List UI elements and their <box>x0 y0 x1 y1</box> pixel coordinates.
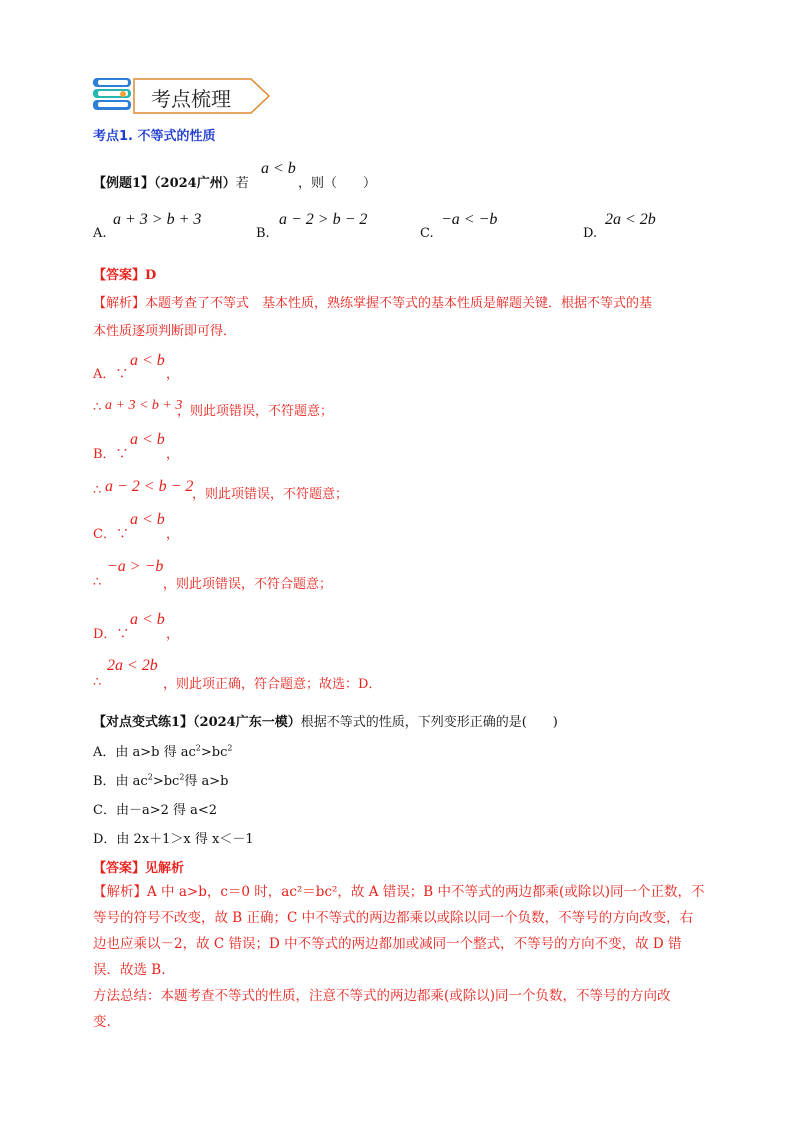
option-a-letter: A. <box>93 226 107 241</box>
practice1-option-a <box>93 741 232 760</box>
step-a-conclusion: ，则此项错误，不符题意； <box>177 404 334 419</box>
explanation-line: 【解析】A 中 a>b，c＝0 时，ac²＝bc²，故 A 错误；B 中不等式的两边都乘(或除以)同一个正数，不 <box>93 884 705 900</box>
step-c-given-expression: a < b <box>130 511 165 528</box>
page-title: 考点梳理 <box>151 87 231 111</box>
practice1-option-b <box>93 770 229 789</box>
step-b-given-tail: ， <box>166 447 180 462</box>
superscript-two: 2 <box>179 772 185 782</box>
option-a-expression: a + 3 > b + 3 <box>113 211 202 228</box>
example1-prompt-a: 若 <box>235 176 249 191</box>
example1-source: （2024广州） <box>154 176 236 191</box>
step-c-result-expression: −a > −b <box>107 558 164 575</box>
title-arrow-box <box>133 78 255 112</box>
practice1-answer: 【答案】见解析 <box>93 861 185 876</box>
practice1-question <box>93 711 558 730</box>
example1-question <box>93 172 249 191</box>
step-a-result-expression: a + 3 < b + 3 <box>105 398 183 413</box>
practice1-option-b-text: B．由 ac <box>93 774 148 789</box>
step-d-given-letter: D．∵ <box>93 627 130 642</box>
step-a-given-tail: ， <box>166 367 180 382</box>
practice1-option-a-text: A．由 a>b 得 ac <box>93 745 196 760</box>
practice1-option-a-text2: >bc <box>200 745 228 760</box>
example1-prompt-b: ，则（ ） <box>298 176 377 191</box>
explanation-line: 误．故选 B. <box>93 962 166 978</box>
step-d-result-expression: 2a < 2b <box>107 657 158 674</box>
superscript-two: 2 <box>227 743 233 753</box>
option-d-letter: D. <box>583 226 598 241</box>
step-a-given-letter: A．∵ <box>93 367 129 382</box>
explanation-line: 边也应乘以－2，故 C 错误；D 中不等式的两边都加或减同一个整式，不等号的方向不变，故 D 错 <box>93 936 682 952</box>
step-d-given-tail: ， <box>166 627 180 642</box>
example1-answer: 【答案】D <box>93 268 157 283</box>
step-b-conclusion: ，则此项错误，不符题意； <box>192 487 349 502</box>
step-b-given-expression: a < b <box>130 431 165 448</box>
step-c-therefore: ∴ <box>93 575 102 590</box>
step-a-given-expression: a < b <box>130 352 165 369</box>
practice1-option-d: D．由 2x＋1＞x 得 x＜－1 <box>93 832 254 847</box>
superscript-two: 2 <box>195 743 201 753</box>
books-icon <box>92 76 134 112</box>
explanation-line: 变. <box>93 1014 111 1030</box>
option-b-expression: a − 2 > b − 2 <box>279 211 368 228</box>
practice1-option-b-text3: 得 a>b <box>184 774 229 789</box>
practice1-prompt: 根据不等式的性质，下列变形正确的是( ) <box>300 715 558 730</box>
step-b-therefore: ∴ <box>93 483 102 498</box>
explanation-line: 等号的符号不改变，故 B 正确；C 中不等式的两边都乘以或除以同一个负数，不等号的方向改变，右 <box>93 910 694 926</box>
step-d-given-expression: a < b <box>130 611 165 628</box>
practice1-explanation <box>93 879 733 1035</box>
practice1-tag: 【对点变式练1】 <box>93 715 194 730</box>
example1-analysis-line2: 本性质逐项判断即可得． <box>93 324 237 339</box>
option-d-expression: 2a < 2b <box>605 211 656 228</box>
example1-analysis-line1: 【解析】本题考查了不等式 基本性质，熟练掌握不等式的基本性质是解题关键．根据不等式的基 <box>93 296 653 311</box>
explanation-line: 方法总结：本题考查不等式的性质，注意不等式的两边都乘(或除以)同一个负数，不等号的方向改 <box>93 988 671 1004</box>
step-d-conclusion: ，则此项正确，符合题意；故选：D． <box>163 677 382 692</box>
option-b-letter: B. <box>256 226 270 241</box>
example1-condition: a < b <box>261 160 296 177</box>
practice1-option-b-text2: >bc <box>152 774 180 789</box>
practice1-option-c: C．由－a>2 得 a<2 <box>93 803 218 818</box>
step-c-conclusion: ，则此项错误，不符合题意； <box>163 577 333 592</box>
practice1-source: （2024广东一模） <box>193 715 301 730</box>
step-b-given-letter: B．∵ <box>93 447 129 462</box>
example1-tag: 【例题1】 <box>93 176 155 191</box>
step-b-result-expression: a − 2 < b − 2 <box>105 478 194 495</box>
step-d-therefore: ∴ <box>93 675 102 690</box>
superscript-two: 2 <box>147 772 153 782</box>
section-heading: 考点1. 不等式的性质 <box>93 129 216 144</box>
step-c-given-tail: ， <box>166 527 180 542</box>
option-c-expression: −a < −b <box>441 211 498 228</box>
step-c-given-letter: C．∵ <box>93 527 129 542</box>
option-c-letter: C. <box>420 226 434 241</box>
step-a-therefore: ∴ <box>93 400 102 415</box>
